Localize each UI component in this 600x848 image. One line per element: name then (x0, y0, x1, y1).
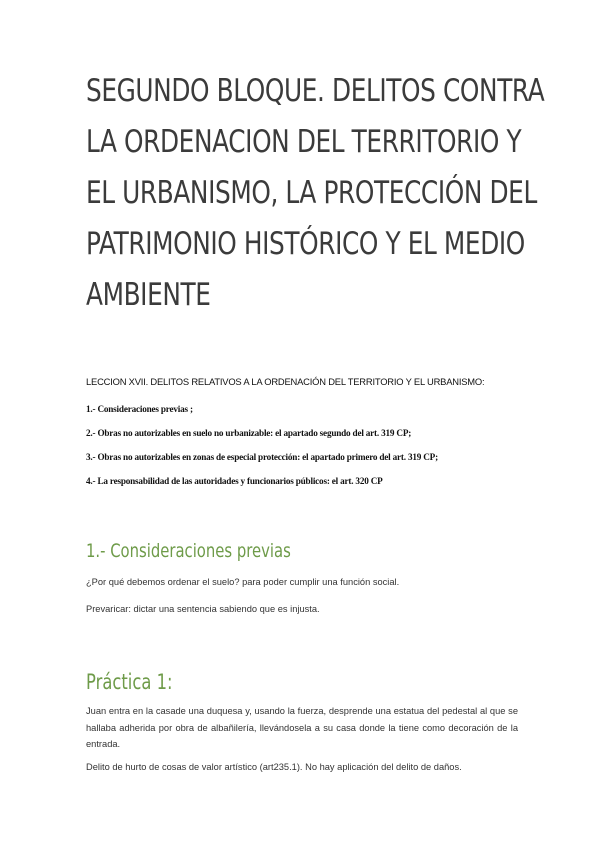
section-heading-consideraciones: 1.- Consideraciones previas (86, 540, 291, 562)
section-heading-practica: Práctica 1: (86, 670, 173, 694)
paragraph: ¿Por qué debemos ordenar el suelo? para poder cumplir una función social. (86, 577, 400, 587)
document-title: SEGUNDO BLOQUE. DELITOS CONTRA LA ORDENACION DEL TERRITORIO Y EL URBANISMO, LA PROTECCIÓN DEL PATRIMONIO HISTÓRICO Y EL MEDIO AMBIENTE (86, 73, 545, 313)
toc-item-2: 2.- Obras no autorizables en suelo no urbanizable: el apartado segundo del art. 319 CP; (86, 428, 412, 438)
toc-item-3: 3.- Obras no autorizables en zonas de especial protección: el apartado primero del art. 319 CP; (86, 452, 438, 462)
paragraph: Prevaricar: dictar una sentencia sabiendo que es injusta. (86, 604, 320, 614)
toc-item-4: 4.- La responsabilidad de las autoridades y funcionarios públicos: el art. 320 CP (86, 476, 383, 486)
lesson-heading: LECCION XVII. DELITOS RELATIVOS A LA ORDENACIÓN DEL TERRITORIO Y EL URBANISMO: (86, 376, 485, 387)
paragraph: Juan entra en la casade una duquesa y, usando la fuerza, desprende una estatua del pedestal al que se hallaba adherida por obra de albañilería, llevándosela a su casa donde la tiene como decoración de la entrada. (86, 706, 518, 749)
paragraph: Delito de hurto de cosas de valor artístico (art235.1). No hay aplicación del delito de daños. (86, 762, 462, 772)
toc-item-1: 1.- Consideraciones previas ; (86, 404, 193, 414)
table-of-contents (86, 403, 556, 499)
